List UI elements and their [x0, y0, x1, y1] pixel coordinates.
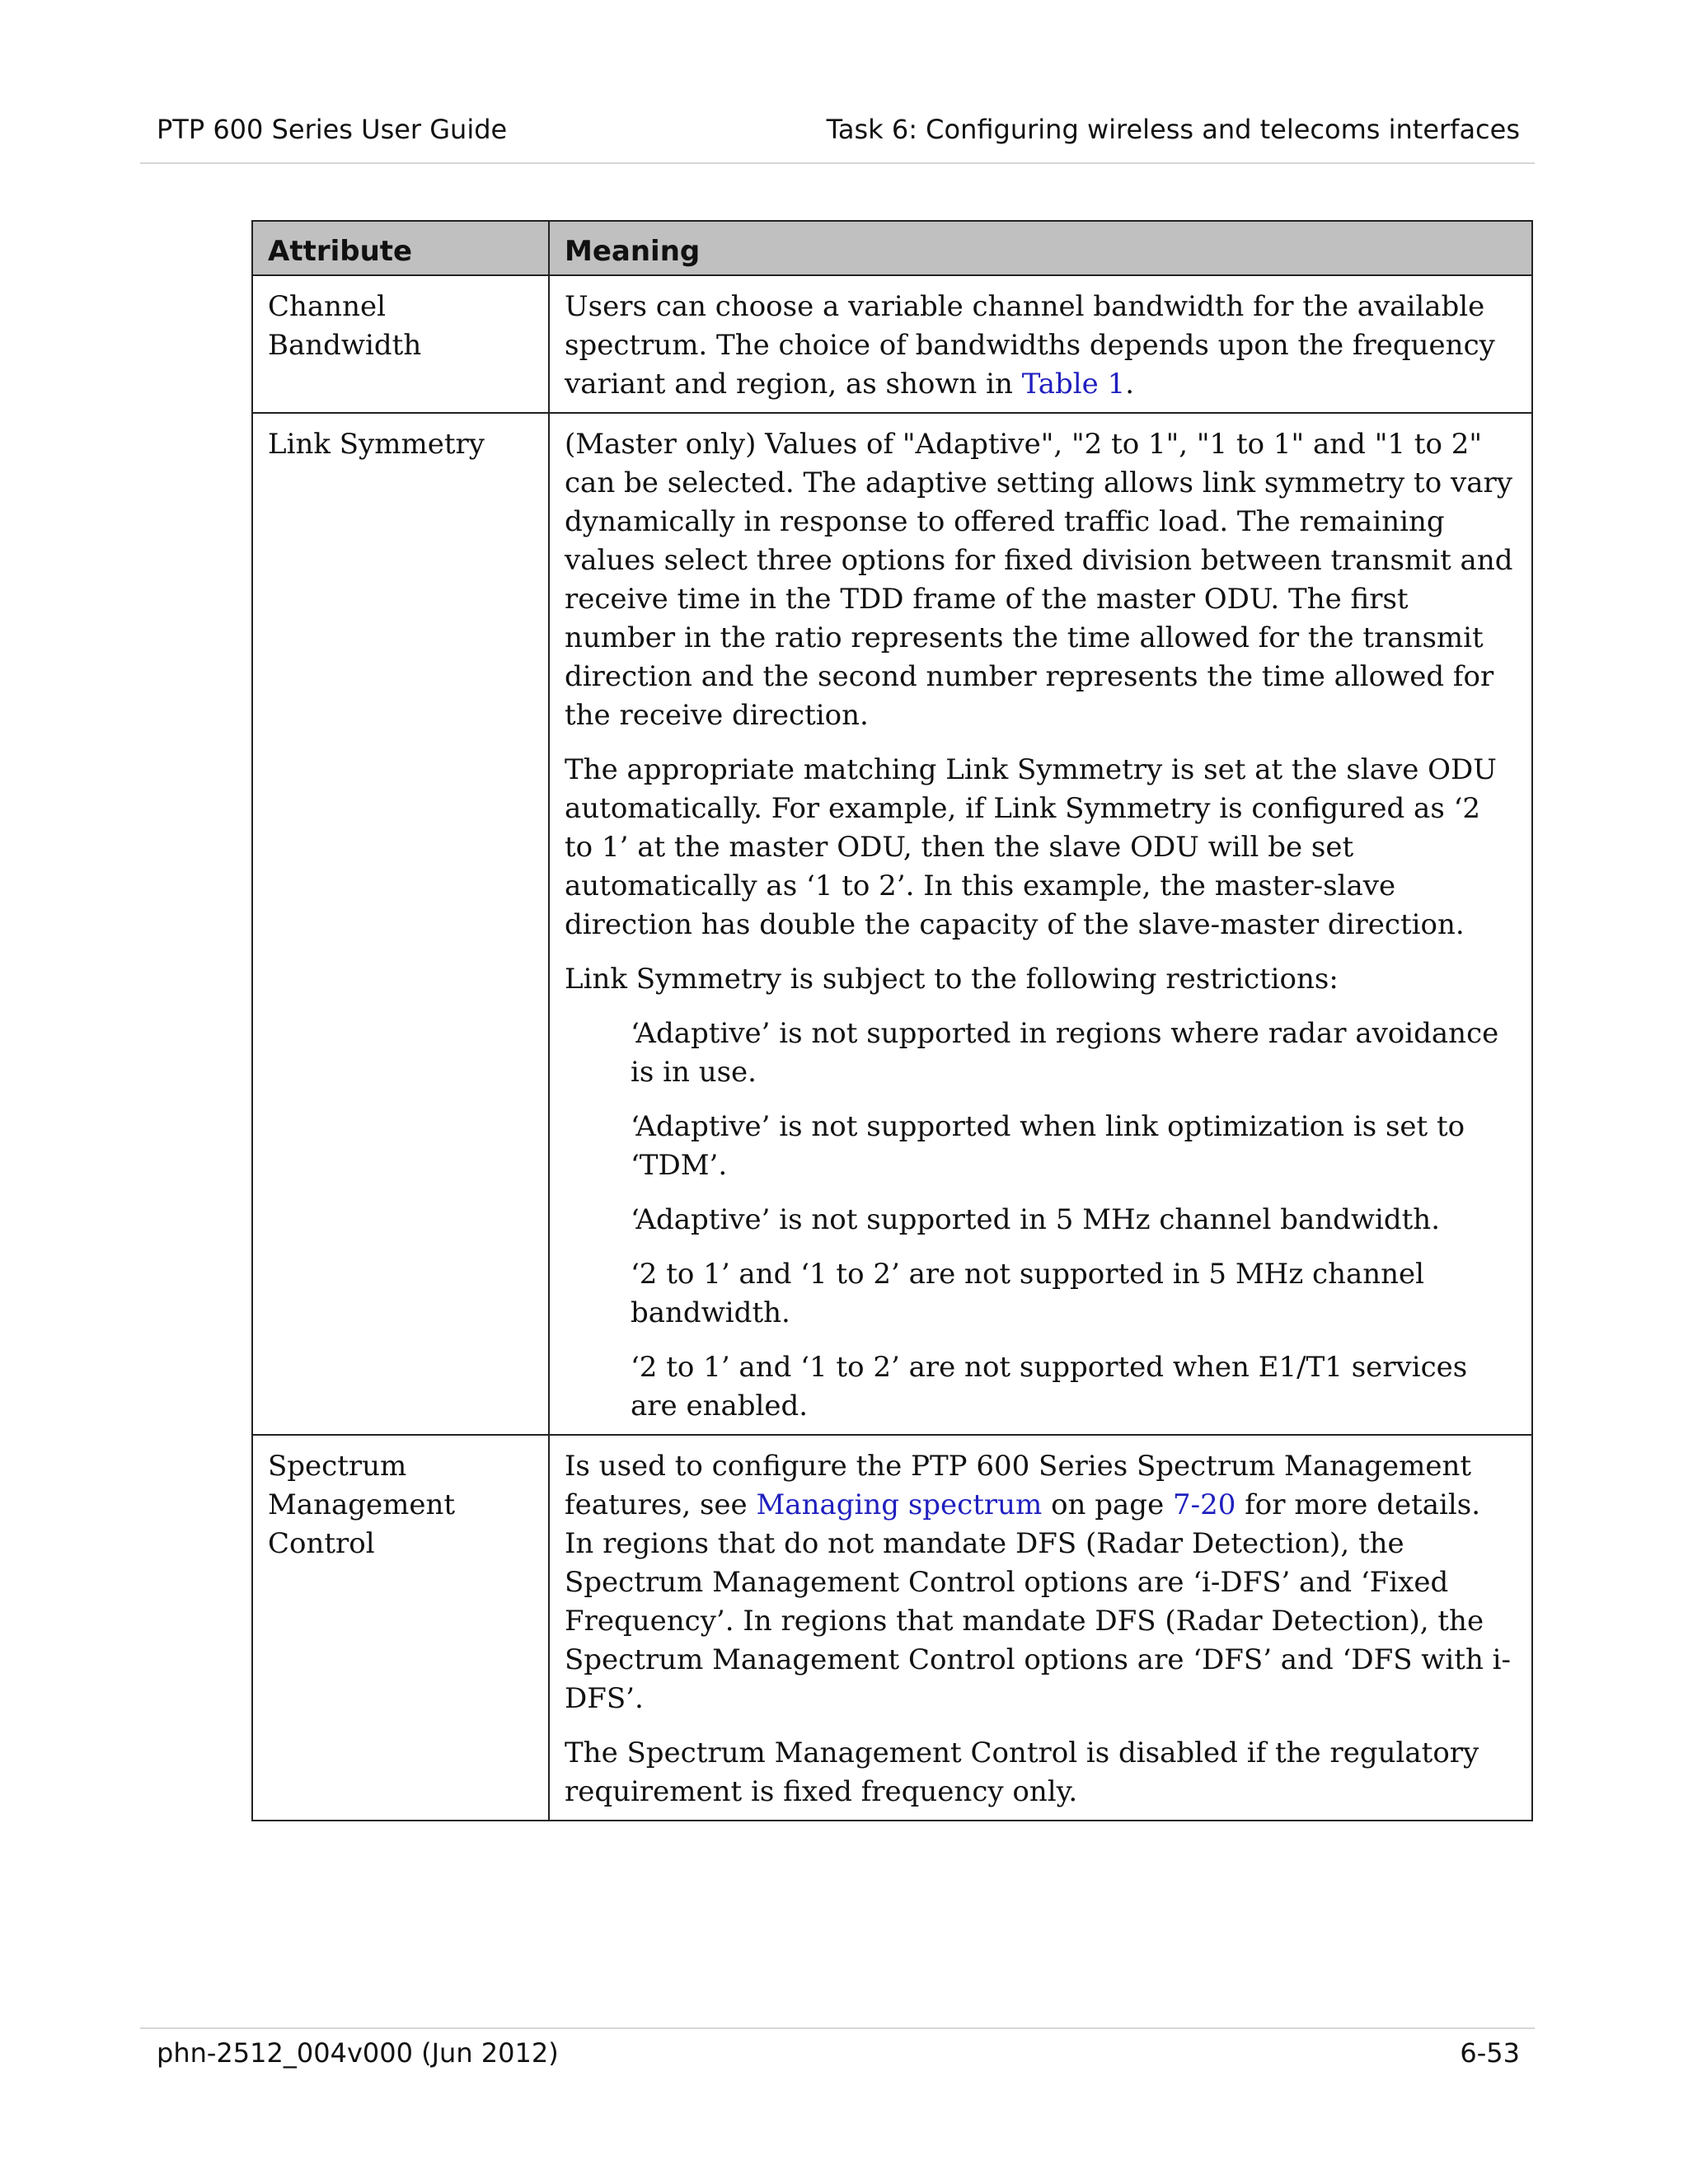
header-section-title: Task 6: Configuring wireless and telecoms interfaces — [826, 114, 1520, 145]
restriction-item: ‘2 to 1’ and ‘1 to 2’ are not supported in 5 MHz channel bandwidth. — [631, 1258, 1425, 1329]
footer-document-id: phn-2512_004v000 (Jun 2012) — [157, 2037, 559, 2069]
page-7-20-link[interactable]: 7-20 — [1173, 1488, 1236, 1521]
restriction-item: ‘Adaptive’ is not supported when link optimization is set to ‘TDM’. — [631, 1110, 1465, 1182]
meaning-paragraph: The Spectrum Management Control is disabled if the regulatory requirement is fixed frequency only. — [565, 1736, 1479, 1808]
managing-spectrum-link[interactable]: Managing spectrum — [756, 1488, 1043, 1521]
header-document-title: PTP 600 Series User Guide — [157, 114, 508, 145]
meaning-text: on page — [1042, 1488, 1173, 1521]
attribute-cell-spectrum-management-control: Spectrum Management Control — [252, 1435, 549, 1821]
attribute-cell-link-symmetry: Link Symmetry — [252, 413, 549, 1435]
footer-divider — [140, 2027, 1535, 2029]
meaning-paragraph — [565, 1447, 1517, 1718]
meaning-paragraph — [565, 288, 1517, 404]
restriction-item: ‘Adaptive’ is not supported in regions where radar avoidance is in use. — [631, 1017, 1499, 1089]
table-header-row — [252, 221, 1532, 275]
attribute-table — [251, 220, 1533, 1821]
table-row-channel-bandwidth — [252, 275, 1532, 413]
meaning-cell-link-symmetry — [549, 413, 1532, 1435]
meaning-cell-spectrum-management-control — [549, 1435, 1532, 1821]
column-header-attribute: Attribute — [252, 221, 549, 275]
restriction-item: ‘Adaptive’ is not supported in 5 MHz channel bandwidth. — [631, 1203, 1440, 1236]
header-divider — [140, 162, 1535, 164]
column-header-meaning: Meaning — [549, 221, 1532, 275]
meaning-cell-channel-bandwidth — [549, 275, 1532, 413]
table-1-link[interactable]: Table 1 — [1021, 368, 1126, 401]
attribute-cell-channel-bandwidth: Channel Bandwidth — [252, 275, 549, 413]
page-number: 6-53 — [1460, 2037, 1520, 2069]
meaning-paragraph: The appropriate matching Link Symmetry is set at the slave ODU automatically. For example, if Link Symmetry is configured as ‘2 to 1’ at the master ODU, then the slave ODU will be set automatically as ‘1 to 2’. In this example, the master-slave direction has double the capacity of the slave-master direction. — [565, 753, 1497, 941]
meaning-text: for more details. In regions that do not mandate DFS (Radar Detection), the Spectrum Management Control options are ‘i-DFS’ and ‘Fixed Frequency’. In regions that mandate DFS (Radar Detection), the Spectrum Management Control options are ‘DFS’ and ‘DFS with i-DFS’. — [565, 1488, 1512, 1715]
meaning-paragraph: (Master only) Values of "Adaptive", "2 to 1", "1 to 1" and "1 to 2" can be selected. The adaptive setting allows link symmetry to vary dynamically in response to offered traffic load. The remaining values select three options for fixed division between transmit and receive time in the TDD frame of the master ODU. The first number in the ratio represents the time allowed for the transmit direction and the second number represents the time allowed for the receive direction. — [565, 428, 1513, 732]
restriction-item: ‘2 to 1’ and ‘1 to 2’ are not supported when E1/T1 services are enabled. — [631, 1351, 1468, 1422]
meaning-text: Users can choose a variable channel bandwidth for the available spectrum. The choice of bandwidths depends upon the frequency variant and region, as shown in — [565, 290, 1495, 401]
table-row-spectrum-management-control — [252, 1435, 1532, 1821]
table-row-link-symmetry — [252, 413, 1532, 1435]
meaning-text: Is used to configure the PTP 600 Series Spectrum Management features, see — [565, 1450, 1472, 1521]
meaning-paragraph: Link Symmetry is subject to the following restrictions: — [565, 963, 1339, 996]
meaning-text: . — [1125, 368, 1135, 401]
